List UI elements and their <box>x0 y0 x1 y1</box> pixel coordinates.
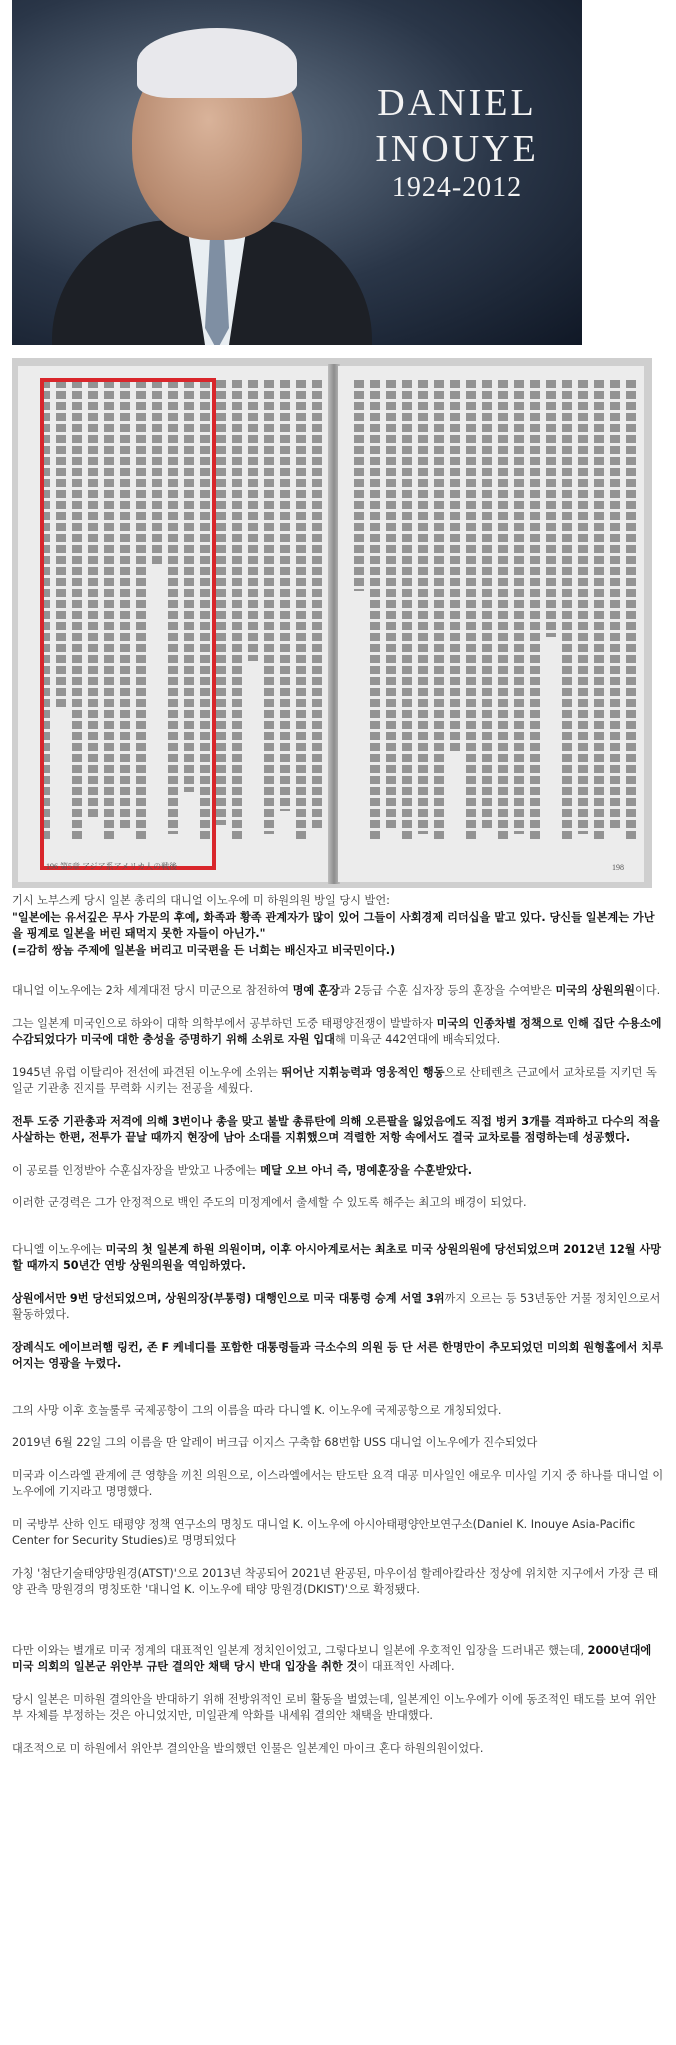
quote-interpretation: (=감히 쌍놈 주제에 일본을 버리고 미국편을 든 너희는 배신자고 비국민이다.) <box>12 943 396 957</box>
article-body <box>12 893 664 1773</box>
paragraph: 그의 사망 이후 호놀룰루 국제공항이 그의 이름을 따라 다니엘 K. 이노우에 국제공항으로 개칭되었다. <box>12 1403 502 1417</box>
highlight-box <box>40 378 216 870</box>
portrait-name <box>352 80 562 172</box>
paragraph: 다만 이와는 별개로 미국 정계의 대표적인 일본계 정치인이었고, 그렇다보니 일본에 우호적인 입장을 드러내곤 했는데, 2000년대에 미국 의회의 일본군 위안부 규탄 결의안 채택 당시 반대 입장을 취한 것이 대표적인 사례다. <box>12 1643 652 1673</box>
quote-context: 기시 노부스케 당시 일본 총리의 대니얼 이노우에 미 하원의원 방일 당시 발언: <box>12 894 390 907</box>
book-right-page <box>338 366 644 882</box>
book-scan <box>12 358 652 888</box>
paragraph: 이러한 군경력은 그가 안정적으로 백인 주도의 미정계에서 출세할 수 있도록 해주는 최고의 배경이 되었다. <box>12 1196 527 1209</box>
paragraph: 전투 도중 기관총과 저격에 의해 3번이나 총을 맞고 불발 총류탄에 의해 오른팔을 잃었음에도 직접 벙커 3개를 격파하고 다수의 적을 사살하는 한편, 전투가 끝날 때까지 현장에 남아 소대를 지휘했으며 격렬한 저항 속에서도 결국 교차로를 점령하는데 성공했다. <box>12 1114 660 1144</box>
portrait-name-line2: INOUYE <box>375 128 539 170</box>
paragraph: 미 국방부 산하 인도 태평양 정책 연구소의 명칭도 대니얼 K. 이노우에 아시아태평양안보연구소(Daniel K. Inouye Asia-Pacific Center for Security Studies)로 명명되었다 <box>12 1517 636 1547</box>
portrait-years: 1924-2012 <box>391 172 523 203</box>
paragraph: 대니얼 이노우에는 2차 세계대전 당시 미군으로 참전하여 명예 훈장과 2등급 수훈 십자장 등의 훈장을 수여받은 미국의 상원의원이다. <box>12 984 661 997</box>
right-page-text <box>346 380 636 848</box>
right-page-number: 198 <box>612 863 624 872</box>
paragraph: 그는 일본계 미국인으로 하와이 대학 의학부에서 공부하던 도중 태평양전쟁이 발발하자 미국의 인종차별 정책으로 인해 집단 수용소에 수감되었다가 미국에 대한 충성을 증명하기 위해 소위로 자원 입대해 미육군 442연대에 배속되었다. <box>12 1016 662 1046</box>
paragraph: 장례식도 에이브러햄 링컨, 존 F 케네디를 포함한 대통령들과 극소수의 의원 등 단 서른 한명만이 추모되었던 미의회 원형홀에서 치루어지는 영광을 누렸다. <box>12 1340 663 1370</box>
paragraph: 대조적으로 미 하원에서 위안부 결의안을 발의했던 인물은 일본계인 마이크 혼다 하원의원이었다. <box>12 1741 484 1755</box>
paragraph: 다니엘 이노우에는 미국의 첫 일본계 하원 의원이며, 이후 아시아계로서는 최초로 미국 상원의원에 당선되었으며 2012년 12월 사망할 때까지 50년간 연방 상원의원을 역임하였다. <box>12 1242 662 1272</box>
portrait-name-line1: DANIEL <box>377 82 537 124</box>
paragraph: 1945년 유럽 이탈리아 전선에 파견된 이노우에 소위는 뛰어난 지휘능력과 영웅적인 행동으로 산테렌츠 근교에서 교차로를 지키던 독일군 기관총 진지를 무력화 시키는 전공을 세웠다. <box>12 1065 657 1095</box>
left-page-footer: 196 第5章 アジア系アメリカ人の戦後 <box>46 862 178 871</box>
quote-text: "일본에는 유서깊은 무사 가문의 후예, 화족과 황족 관계자가 많이 있어 그들이 사회경제 리더십을 맡고 있다. 당신들 일본계는 가난을 핑계로 일본을 버린 돼먹지 못한 자들이 아닌가." <box>12 910 655 940</box>
paragraph: 상원에서만 9번 당선되었으며, 상원의장(부통령) 대행인으로 미국 대통령 승계 서열 3위까지 오르는 등 53년동안 거물 정치인으로서 활동하였다. <box>12 1291 661 1321</box>
paragraph: 이 공로를 인정받아 수훈십자장을 받았고 나중에는 메달 오브 아너 즉, 명예훈장을 수훈받았다. <box>12 1163 472 1177</box>
portrait-photo <box>12 0 582 345</box>
book-left-page <box>18 366 330 882</box>
paragraph: 가칭 '첨단기술태양망원경(ATST)'으로 2013년 착공되어 2021년 완공된, 마우이섬 할레아칼라산 정상에 위치한 지구에서 가장 큰 태양 관측 망원경의 명칭또한 '대니얼 K. 이노우에 태양 망원경(DKIST)'으로 확정됐다. <box>12 1566 659 1596</box>
paragraph: 당시 일본은 미하원 결의안을 반대하기 위해 전방위적인 로비 활동을 벌였는데, 일본계인 이노우에가 이에 동조적인 태도를 보여 위안부 자체를 부정하는 것은 아니었지만, 미일관계 악화를 내세워 결의안 채택을 반대했다. <box>12 1692 657 1722</box>
paragraph: 미국과 이스라엘 관계에 큰 영향을 끼친 의원으로, 이스라엘에서는 탄도탄 요격 대공 미사일인 애로우 미사일 기지 중 하나를 대니얼 이노우에에 기지라고 명명했다. <box>12 1468 664 1498</box>
quote-block <box>12 893 664 959</box>
hair-shape <box>137 28 297 98</box>
paragraph: 2019년 6월 22일 그의 이름을 딴 알레이 버크급 이지스 구축함 68번함 USS 대니얼 이노우에가 진수되었다 <box>12 1436 538 1449</box>
